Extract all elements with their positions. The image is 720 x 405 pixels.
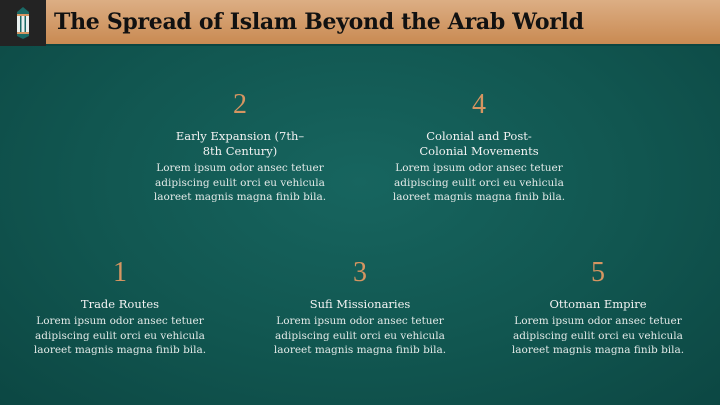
point-body: Lorem ipsum odor ansec tetuer adipiscing eulit orci eu vehicula laoreet magnis magna finib bila. — [273, 315, 447, 356]
point-body: Lorem ipsum odor ansec tetuer adipiscing eulit orci eu vehicula laoreet magnis magna finib bila. — [33, 315, 207, 356]
point-heading: Trade Routes — [80, 297, 160, 311]
point-body: Lorem ipsum odor ansec tetuer adipiscing eulit orci eu vehicula laoreet magnis magna finib bila. — [392, 162, 566, 203]
title-bar — [46, 0, 720, 46]
point-number: 1 — [113, 257, 127, 288]
point-1 — [20, 257, 220, 358]
point-2 — [140, 89, 340, 205]
point-heading: Early Expansion (7th–8th Century) — [175, 129, 305, 158]
point-body: Lorem ipsum odor ansec tetuer adipiscing eulit orci eu vehicula laoreet magnis magna finib bila. — [153, 162, 327, 203]
point-number: 5 — [591, 257, 605, 288]
point-heading: Sufi Missionaries — [309, 297, 411, 311]
point-number: 4 — [472, 89, 486, 120]
header — [0, 0, 720, 46]
point-4 — [379, 89, 579, 205]
point-body: Lorem ipsum odor ansec tetuer adipiscing eulit orci eu vehicula laoreet magnis magna finib bila. — [511, 315, 685, 356]
point-heading: Ottoman Empire — [549, 297, 647, 311]
point-number: 3 — [353, 257, 367, 288]
point-heading: Colonial and Post-Colonial Movements — [419, 129, 539, 158]
point-number: 2 — [233, 89, 247, 120]
lantern-icon — [0, 0, 46, 46]
point-3 — [260, 257, 460, 358]
point-5 — [498, 257, 698, 358]
page-title: The Spread of Islam Beyond the Arab World — [54, 9, 584, 35]
